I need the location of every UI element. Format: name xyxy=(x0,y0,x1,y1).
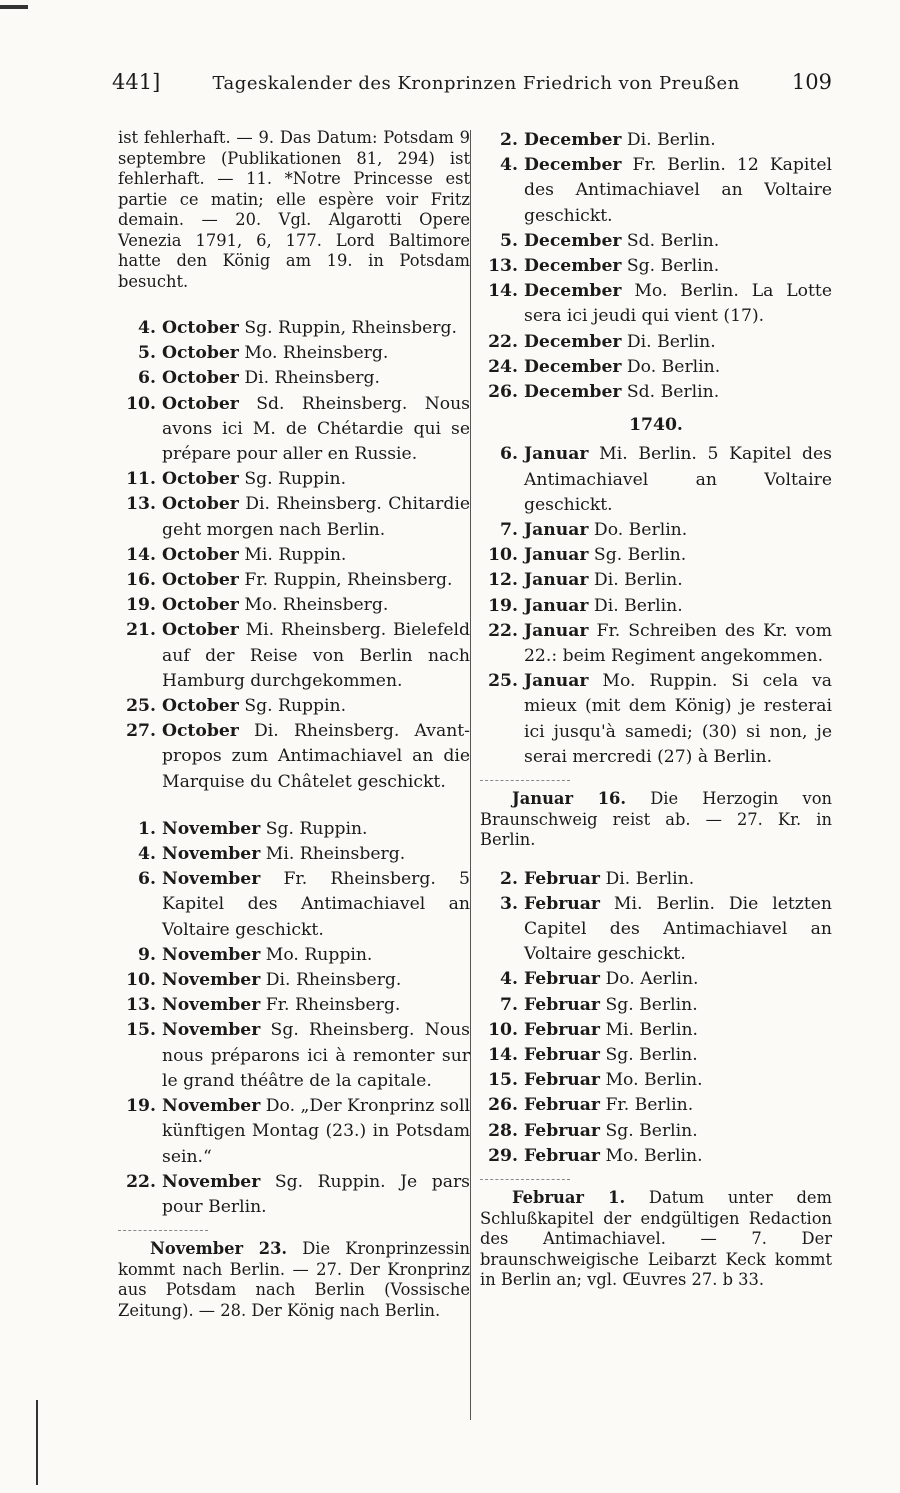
entry-text: Mo. Rheinsberg. xyxy=(244,595,389,616)
entry-day: 9. xyxy=(138,944,156,965)
entry-text: Di. Rheinsberg. Avant-propos zum Antimachiavel an die Marquise du Châtelet geschickt. xyxy=(162,721,470,792)
entry-month: October xyxy=(162,721,239,742)
entry-text: Mi. Rheinsberg. xyxy=(265,844,406,865)
entry-day: 4. xyxy=(500,155,518,176)
calendar-entry xyxy=(480,279,832,329)
entry-month: Februar xyxy=(524,1095,600,1116)
entry-month: October xyxy=(162,393,239,414)
entry-month: December xyxy=(524,356,622,377)
entry-text: Mo. Berlin. La Lotte sera ici jeudi qui vient (17). xyxy=(524,281,832,327)
entry-text: Fr. Schreiben des Kr. vom 22.: beim Regiment angekommen. xyxy=(524,620,832,667)
entry-text: Mi. Berlin. xyxy=(605,1019,699,1040)
december-entries xyxy=(480,128,832,405)
running-title: Tageskalender des Kronprinzen Friedrich von Preußen xyxy=(212,73,740,94)
entry-month: Januar xyxy=(524,570,589,591)
januar-entries xyxy=(480,442,832,770)
entry-text: Di. Rheinsberg. xyxy=(265,970,402,991)
entry-month: October xyxy=(162,368,239,389)
calendar-entry xyxy=(480,568,832,593)
calendar-entry xyxy=(480,128,832,153)
entry-text: Sg. Ruppin, Rheinsberg. xyxy=(244,318,457,338)
entry-month: November xyxy=(162,844,261,865)
entry-text: Sg. Rheinsberg. Nous nous préparons ici à remonter sur le grand théâtre de la capitale. xyxy=(162,1020,470,1091)
entry-month: November xyxy=(162,869,261,890)
entry-day: 19. xyxy=(488,595,518,616)
entry-day: 7. xyxy=(500,520,518,541)
entry-text: Sg. Berlin. xyxy=(605,1120,698,1141)
calendar-entry xyxy=(480,1068,832,1093)
calendar-entry xyxy=(118,341,470,366)
entry-month: October xyxy=(162,595,239,616)
calendar-entry xyxy=(118,694,470,719)
entry-month: October xyxy=(162,318,239,338)
calendar-entry xyxy=(118,993,470,1018)
entry-text: Fr. Rheinsberg. xyxy=(265,995,401,1016)
entry-month: November xyxy=(162,995,261,1016)
calendar-entry xyxy=(118,467,470,492)
entry-month: October xyxy=(162,343,239,364)
entry-day: 6. xyxy=(138,869,156,890)
entry-day: 13. xyxy=(126,995,156,1016)
entry-month: December xyxy=(524,281,622,302)
entry-day: 22. xyxy=(126,1171,156,1192)
entry-text: Di. Berlin. xyxy=(593,595,683,616)
calendar-entry xyxy=(480,1144,832,1169)
entry-day: 6. xyxy=(138,368,156,389)
entry-text: Mo. Berlin. xyxy=(605,1070,703,1091)
entry-month: November xyxy=(162,944,261,965)
entry-month: Februar xyxy=(524,868,600,889)
calendar-entry xyxy=(118,1170,470,1220)
entry-month: December xyxy=(524,230,622,251)
entry-month: Februar xyxy=(524,893,600,914)
separator xyxy=(480,780,570,781)
calendar-entry xyxy=(480,380,832,405)
entry-text: Sd. Berlin. xyxy=(626,382,720,403)
entry-text: Di. Rheinsberg. xyxy=(244,368,380,389)
entry-day: 4. xyxy=(138,318,156,338)
entry-text: Fr. Rheinsberg. 5 Kapitel des Antimachiavel an Voltaire geschickt. xyxy=(162,869,470,940)
note-lead: Februar 1. xyxy=(512,1188,626,1208)
entry-day: 5. xyxy=(138,343,156,364)
calendar-entry xyxy=(118,968,470,993)
entry-day: 14. xyxy=(488,281,518,302)
entry-day: 5. xyxy=(500,230,518,251)
calendar-entry xyxy=(480,1018,832,1043)
entry-day: 13. xyxy=(126,494,156,515)
entry-day: 16. xyxy=(126,570,156,591)
entry-day: 21. xyxy=(126,620,156,641)
calendar-entry xyxy=(118,842,470,867)
entry-day: 3. xyxy=(500,893,518,914)
entry-month: November xyxy=(162,1096,261,1117)
entry-month: December xyxy=(524,155,622,176)
calendar-entry xyxy=(118,492,470,542)
entry-text: Di. Berlin. xyxy=(593,570,683,591)
entry-text: Sg. Berlin. xyxy=(593,545,687,566)
entry-month: November xyxy=(162,970,261,991)
entry-text: Mi. Rheinsberg. Bielefeld auf der Reise von Berlin nach Hamburg durchgekommen. xyxy=(162,620,470,691)
entry-month: October xyxy=(162,620,239,641)
entry-text: Sg. Ruppin. Je pars pour Berlin. xyxy=(162,1171,470,1217)
entry-text: Di. Berlin. xyxy=(605,868,695,889)
entry-day: 14. xyxy=(126,544,156,565)
entry-text: Di. Berlin. xyxy=(626,130,716,150)
entry-month: Januar xyxy=(524,595,589,616)
entry-text: Sg. Berlin. xyxy=(605,994,698,1015)
entry-text: Fr. Berlin. xyxy=(605,1095,694,1116)
entry-text: Sd. Rheinsberg. Nous avons ici M. de Chétardie qui se prépare pour aller en Russie. xyxy=(162,393,470,465)
calendar-entry xyxy=(480,669,832,770)
entry-month: December xyxy=(524,130,622,150)
entry-day: 11. xyxy=(126,469,156,490)
note-bottom-left xyxy=(118,1239,470,1321)
entry-text: Mo. Ruppin. Si cela va mieux (mit dem König) je resterai ici jusqu'à samedi; (30) si non, je serai mercredi (27) à Berlin. xyxy=(524,671,833,767)
entry-month: Februar xyxy=(524,969,600,990)
entry-month: Februar xyxy=(524,1120,600,1141)
entry-month: October xyxy=(162,494,239,515)
entry-text: Mo. Rheinsberg. xyxy=(244,343,389,364)
calendar-entry xyxy=(480,229,832,254)
note-lead: November 23. xyxy=(150,1239,288,1259)
calendar-entry xyxy=(118,316,470,341)
calendar-entry xyxy=(480,330,832,355)
separator xyxy=(118,1230,208,1231)
entry-text: Do. Berlin. xyxy=(593,520,688,541)
entry-text: Sg. Ruppin. xyxy=(265,818,368,839)
entry-text: Do. Berlin. xyxy=(626,356,721,377)
calendar-entry xyxy=(480,1093,832,1118)
entry-text: Di. Rheinsberg. Chitardie geht morgen nach Berlin. xyxy=(162,494,470,540)
calendar-entry xyxy=(480,1119,832,1144)
entry-day: 10. xyxy=(488,1019,518,1040)
entry-day: 27. xyxy=(126,721,156,742)
note-text: Datum unter dem Schlußkapitel der endgültigen Redaction des Antimachiavel. — 7. Der braunschweigische Leibarzt Keck kommt in Berlin an; vgl. Œuvres 27. b 33. xyxy=(480,1188,832,1290)
calendar-entry xyxy=(118,392,470,468)
entry-text: Do. „Der Kronprinz soll künftigen Montag (23.) in Potsdam sein.“ xyxy=(162,1096,470,1167)
calendar-entry xyxy=(118,593,470,618)
entry-day: 10. xyxy=(126,393,156,414)
entry-month: Februar xyxy=(524,1045,600,1065)
entry-text: Sg. Ruppin. xyxy=(244,469,347,490)
entry-day: 25. xyxy=(488,671,518,692)
calendar-entry xyxy=(118,943,470,968)
margin-mark-top xyxy=(0,5,28,9)
entry-text: Mi. Berlin. 5 Kapitel des Antimachiavel an Voltaire geschickt. xyxy=(524,444,832,515)
calendar-entry xyxy=(480,543,832,568)
page-ref: 441] xyxy=(112,70,161,94)
entry-text: Sg. Berlin. xyxy=(626,256,720,277)
entry-day: 4. xyxy=(138,844,156,865)
note-mid-right xyxy=(480,789,832,851)
entry-text: Mo. Ruppin. xyxy=(265,944,373,965)
entry-day: 2. xyxy=(500,130,518,150)
entry-month: Februar xyxy=(524,994,600,1015)
november-entries xyxy=(118,817,470,1220)
entry-day: 28. xyxy=(488,1120,518,1141)
entry-day: 22. xyxy=(488,620,518,641)
entry-day: 13. xyxy=(488,256,518,277)
entry-day: 26. xyxy=(488,1095,518,1116)
calendar-entry xyxy=(480,594,832,619)
entry-day: 10. xyxy=(488,545,518,566)
entry-text: Mi. Berlin. Die letzten Capitel des Antimachiavel an Voltaire geschickt. xyxy=(524,893,832,965)
calendar-entry xyxy=(118,867,470,943)
calendar-entry xyxy=(480,355,832,380)
calendar-entry xyxy=(480,892,832,968)
book-page xyxy=(112,70,832,1470)
entry-day: 6. xyxy=(500,444,518,465)
calendar-entry xyxy=(118,1018,470,1094)
running-header xyxy=(112,70,832,110)
calendar-entry xyxy=(480,993,832,1018)
entry-month: Januar xyxy=(524,545,589,566)
entry-text: Do. Aerlin. xyxy=(605,969,699,990)
right-column xyxy=(480,128,832,1291)
entry-day: 4. xyxy=(500,969,518,990)
entry-text: Fr. Berlin. 12 Kapitel des Antimachiavel an Voltaire geschickt. xyxy=(524,155,833,226)
note-bottom-right xyxy=(480,1188,832,1291)
entry-day: 15. xyxy=(126,1020,156,1041)
calendar-entry xyxy=(480,1043,832,1068)
calendar-entry xyxy=(480,442,832,518)
calendar-entry xyxy=(118,618,470,694)
entry-month: October xyxy=(162,544,239,565)
october-entries xyxy=(118,316,470,795)
note-text: Die Herzogin von Braunschweig reist ab. — 27. Kr. in Berlin. xyxy=(480,789,832,850)
entry-text: Fr. Ruppin, Rheinsberg. xyxy=(244,570,453,591)
entry-month: December xyxy=(524,382,622,403)
entry-day: 10. xyxy=(126,970,156,991)
entry-month: October xyxy=(162,469,239,490)
entry-text: Sg. Berlin. xyxy=(605,1045,698,1065)
page-number: 109 xyxy=(791,70,832,94)
calendar-entry xyxy=(118,817,470,842)
entry-day: 7. xyxy=(500,994,518,1015)
entry-day: 24. xyxy=(488,356,518,377)
calendar-entry xyxy=(118,543,470,568)
entry-day: 14. xyxy=(488,1045,518,1065)
margin-mark-side xyxy=(36,1400,38,1485)
entry-day: 19. xyxy=(126,595,156,616)
entry-month: Februar xyxy=(524,1070,600,1091)
calendar-entry xyxy=(480,967,832,992)
februar-entries xyxy=(480,867,832,1169)
entry-day: 1. xyxy=(138,818,156,839)
entry-text: Sg. Ruppin. xyxy=(244,696,347,717)
entry-day: 29. xyxy=(488,1145,518,1166)
calendar-entry xyxy=(118,719,470,795)
entry-day: 2. xyxy=(500,868,518,889)
entry-day: 26. xyxy=(488,382,518,403)
calendar-entry xyxy=(480,619,832,669)
entry-month: Januar xyxy=(524,671,589,692)
column-divider xyxy=(470,130,471,1420)
entry-month: December xyxy=(524,256,622,277)
entry-day: 25. xyxy=(126,696,156,717)
calendar-entry xyxy=(118,568,470,593)
note-text: Die Kronprinzessin kommt nach Berlin. — 27. Der Kronprinz aus Potsdam nach Berlin (Vossische Zeitung). — 28. Der König nach Berlin. xyxy=(118,1239,470,1320)
calendar-entry xyxy=(118,366,470,391)
calendar-entry xyxy=(480,153,832,229)
entry-month: Februar xyxy=(524,1019,600,1040)
calendar-entry xyxy=(480,254,832,279)
calendar-entry xyxy=(480,867,832,892)
entry-month: Februar xyxy=(524,1145,600,1166)
entry-day: 12. xyxy=(488,570,518,591)
calendar-entry xyxy=(118,1094,470,1170)
entry-text: Mi. Ruppin. xyxy=(244,544,347,565)
entry-text: Di. Berlin. xyxy=(626,331,716,352)
entry-text: Sd. Berlin. xyxy=(626,230,720,251)
left-column xyxy=(118,128,470,1321)
entry-month: October xyxy=(162,696,239,717)
entry-month: October xyxy=(162,570,239,591)
entry-month: Januar xyxy=(524,444,589,465)
entry-day: 19. xyxy=(126,1096,156,1117)
entry-day: 15. xyxy=(488,1070,518,1091)
entry-month: Januar xyxy=(524,620,589,641)
entry-month: Januar xyxy=(524,520,589,541)
note-top: ist fehlerhaft. — 9. Das Datum: Potsdam 9 septembre (Publikationen 81, 294) ist fehlerhaft. — 11. *Notre Princesse est partie ce matin; elle espère voir Fritz demain. — 20. Vgl. Algarotti Opere Venezia 1791, 6, 177. Lord Baltimore hatte den König am 19. in Potsdam besucht. xyxy=(118,128,470,291)
year-heading: 1740. xyxy=(629,415,683,436)
entry-day: 22. xyxy=(488,331,518,352)
separator xyxy=(480,1179,570,1180)
entry-month: November xyxy=(162,1020,261,1041)
entry-text: Mo. Berlin. xyxy=(605,1145,703,1166)
entry-month: November xyxy=(162,818,261,839)
entry-month: November xyxy=(162,1171,261,1192)
calendar-entry xyxy=(480,518,832,543)
note-lead: Januar 16. xyxy=(512,789,627,809)
entry-month: December xyxy=(524,331,622,352)
